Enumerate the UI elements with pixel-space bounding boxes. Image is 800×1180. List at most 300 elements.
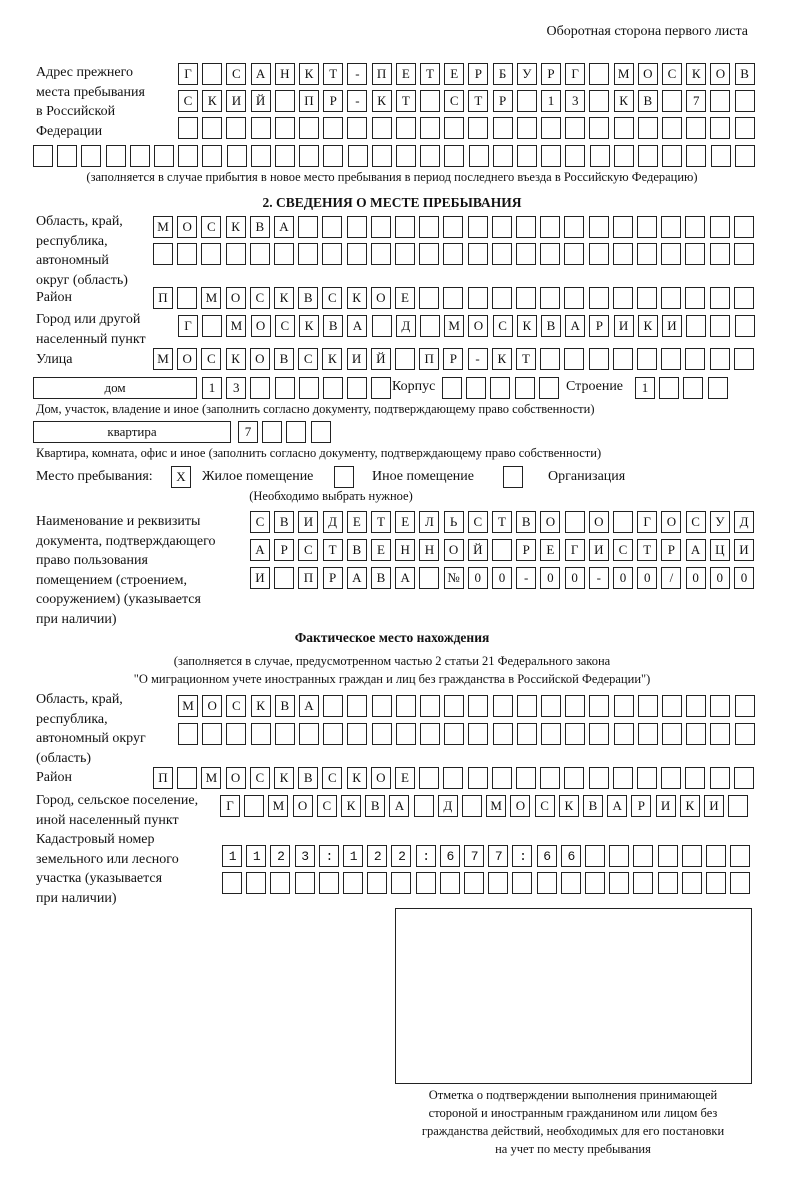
char-cell[interactable]: В <box>250 216 270 238</box>
char-cell[interactable] <box>589 695 609 717</box>
char-cell[interactable]: К <box>347 287 367 309</box>
char-cell[interactable] <box>250 243 270 265</box>
char-cell[interactable]: Р <box>589 315 609 337</box>
char-cell[interactable] <box>589 287 609 309</box>
char-cell[interactable] <box>609 872 629 894</box>
char-cell[interactable]: П <box>419 348 439 370</box>
char-cell[interactable]: К <box>251 695 271 717</box>
char-cell[interactable] <box>710 767 730 789</box>
char-cell[interactable] <box>440 872 460 894</box>
char-cell[interactable]: М <box>444 315 464 337</box>
char-cell[interactable]: Р <box>323 567 343 589</box>
char-cell[interactable] <box>443 216 463 238</box>
char-cell[interactable]: Е <box>395 511 415 533</box>
char-cell[interactable] <box>614 117 634 139</box>
char-cell[interactable] <box>589 216 609 238</box>
char-cell[interactable]: Е <box>347 511 367 533</box>
char-cell[interactable]: Д <box>438 795 458 817</box>
char-cell[interactable] <box>227 145 247 167</box>
char-cell[interactable]: Т <box>323 63 343 85</box>
char-cell[interactable] <box>493 145 513 167</box>
char-cell[interactable] <box>662 90 682 112</box>
char-cell[interactable]: О <box>589 511 609 533</box>
char-cell[interactable]: 0 <box>613 567 633 589</box>
char-cell[interactable] <box>685 767 705 789</box>
char-cell[interactable] <box>442 377 462 399</box>
char-cell[interactable] <box>367 872 387 894</box>
char-cell[interactable] <box>347 243 367 265</box>
char-cell[interactable] <box>468 695 488 717</box>
char-cell[interactable] <box>396 117 416 139</box>
char-cell[interactable]: О <box>177 216 197 238</box>
char-cell[interactable] <box>637 767 657 789</box>
char-cell[interactable] <box>540 216 560 238</box>
char-cell[interactable]: К <box>299 315 319 337</box>
char-cell[interactable]: - <box>347 63 367 85</box>
char-cell[interactable] <box>537 872 557 894</box>
char-cell[interactable]: В <box>274 511 294 533</box>
char-cell[interactable]: В <box>371 567 391 589</box>
char-cell[interactable]: Т <box>637 539 657 561</box>
char-cell[interactable] <box>662 145 682 167</box>
char-cell[interactable] <box>710 287 730 309</box>
char-cell[interactable]: И <box>662 315 682 337</box>
char-cell[interactable]: О <box>371 767 391 789</box>
char-cell[interactable]: Р <box>468 63 488 85</box>
char-cell[interactable]: 0 <box>468 567 488 589</box>
char-cell[interactable] <box>275 145 295 167</box>
char-cell[interactable]: Ц <box>710 539 730 561</box>
char-cell[interactable] <box>414 795 434 817</box>
char-cell[interactable] <box>637 216 657 238</box>
char-cell[interactable]: 0 <box>540 567 560 589</box>
char-cell[interactable] <box>589 90 609 112</box>
char-cell[interactable] <box>735 90 755 112</box>
char-cell[interactable] <box>589 243 609 265</box>
char-cell[interactable] <box>299 723 319 745</box>
char-cell[interactable]: С <box>250 511 270 533</box>
char-cell[interactable] <box>728 795 748 817</box>
char-cell[interactable]: С <box>686 511 706 533</box>
char-cell[interactable]: О <box>226 767 246 789</box>
char-cell[interactable]: К <box>517 315 537 337</box>
char-cell[interactable]: А <box>251 63 271 85</box>
char-cell[interactable]: И <box>614 315 634 337</box>
char-cell[interactable]: В <box>347 539 367 561</box>
char-cell[interactable]: - <box>468 348 488 370</box>
char-cell[interactable] <box>589 723 609 745</box>
char-cell[interactable]: В <box>541 315 561 337</box>
char-cell[interactable]: С <box>662 63 682 85</box>
char-cell[interactable] <box>33 145 53 167</box>
char-cell[interactable]: С <box>493 315 513 337</box>
char-cell[interactable] <box>468 287 488 309</box>
char-cell[interactable]: С <box>201 216 221 238</box>
char-cell[interactable]: 1 <box>541 90 561 112</box>
char-cell[interactable]: М <box>178 695 198 717</box>
char-cell[interactable]: О <box>638 63 658 85</box>
char-cell[interactable]: К <box>341 795 361 817</box>
char-cell[interactable]: М <box>153 216 173 238</box>
char-cell[interactable]: 0 <box>710 567 730 589</box>
char-cell[interactable] <box>251 723 271 745</box>
char-cell[interactable] <box>262 421 282 443</box>
char-cell[interactable]: О <box>710 63 730 85</box>
char-cell[interactable] <box>614 723 634 745</box>
char-cell[interactable] <box>201 243 221 265</box>
char-cell[interactable] <box>516 243 536 265</box>
char-cell[interactable] <box>637 348 657 370</box>
char-cell[interactable] <box>419 216 439 238</box>
char-cell[interactable] <box>275 117 295 139</box>
char-cell[interactable]: О <box>202 695 222 717</box>
char-cell[interactable] <box>372 117 392 139</box>
char-cell[interactable] <box>613 243 633 265</box>
char-cell[interactable]: В <box>298 287 318 309</box>
char-cell[interactable]: М <box>268 795 288 817</box>
char-cell[interactable]: О <box>250 348 270 370</box>
char-cell[interactable] <box>226 117 246 139</box>
char-cell[interactable] <box>299 117 319 139</box>
char-cell[interactable] <box>708 377 728 399</box>
char-cell[interactable]: Д <box>323 511 343 533</box>
char-cell[interactable]: В <box>323 315 343 337</box>
char-cell[interactable]: / <box>661 567 681 589</box>
char-cell[interactable] <box>735 117 755 139</box>
char-cell[interactable]: К <box>686 63 706 85</box>
char-cell[interactable]: Г <box>565 63 585 85</box>
char-cell[interactable] <box>372 695 392 717</box>
char-cell[interactable] <box>202 117 222 139</box>
char-cell[interactable] <box>564 287 584 309</box>
char-cell[interactable] <box>613 511 633 533</box>
char-cell[interactable] <box>682 845 702 867</box>
char-cell[interactable] <box>516 287 536 309</box>
char-cell[interactable] <box>706 845 726 867</box>
char-cell[interactable]: Т <box>468 90 488 112</box>
char-cell[interactable] <box>468 723 488 745</box>
char-cell[interactable] <box>347 117 367 139</box>
char-cell[interactable] <box>710 723 730 745</box>
char-cell[interactable] <box>178 723 198 745</box>
char-cell[interactable]: К <box>614 90 634 112</box>
char-cell[interactable]: Р <box>323 90 343 112</box>
char-cell[interactable] <box>202 315 222 337</box>
char-cell[interactable]: А <box>299 695 319 717</box>
char-cell[interactable] <box>275 377 295 399</box>
char-cell[interactable] <box>686 315 706 337</box>
char-cell[interactable] <box>492 287 512 309</box>
char-cell[interactable] <box>274 567 294 589</box>
char-cell[interactable] <box>323 377 343 399</box>
char-cell[interactable] <box>710 695 730 717</box>
char-cell[interactable]: В <box>735 63 755 85</box>
char-cell[interactable]: К <box>492 348 512 370</box>
char-cell[interactable] <box>638 723 658 745</box>
char-cell[interactable] <box>275 90 295 112</box>
char-cell[interactable] <box>638 145 658 167</box>
char-cell[interactable]: М <box>201 767 221 789</box>
char-cell[interactable] <box>561 872 581 894</box>
char-cell[interactable]: Т <box>420 63 440 85</box>
char-cell[interactable] <box>222 872 242 894</box>
char-cell[interactable]: П <box>153 767 173 789</box>
char-cell[interactable]: С <box>444 90 464 112</box>
char-cell[interactable]: К <box>274 287 294 309</box>
char-cell[interactable] <box>633 845 653 867</box>
char-cell[interactable]: М <box>614 63 634 85</box>
char-cell[interactable]: О <box>251 315 271 337</box>
char-cell[interactable] <box>395 243 415 265</box>
char-cell[interactable] <box>734 767 754 789</box>
char-cell[interactable] <box>637 287 657 309</box>
char-cell[interactable] <box>443 767 463 789</box>
char-cell[interactable]: К <box>226 348 246 370</box>
char-cell[interactable]: Р <box>274 539 294 561</box>
char-cell[interactable] <box>298 243 318 265</box>
char-cell[interactable] <box>492 767 512 789</box>
char-cell[interactable] <box>682 872 702 894</box>
char-cell[interactable]: - <box>589 567 609 589</box>
char-cell[interactable] <box>396 695 416 717</box>
char-cell[interactable] <box>589 63 609 85</box>
char-cell[interactable] <box>177 767 197 789</box>
char-cell[interactable] <box>419 567 439 589</box>
char-cell[interactable] <box>735 695 755 717</box>
char-cell[interactable]: С <box>226 695 246 717</box>
char-cell[interactable] <box>589 117 609 139</box>
char-cell[interactable] <box>178 117 198 139</box>
house-type-field[interactable]: дом <box>33 377 197 399</box>
char-cell[interactable]: Й <box>251 90 271 112</box>
char-cell[interactable] <box>81 145 101 167</box>
char-cell[interactable] <box>686 695 706 717</box>
char-cell[interactable]: № <box>444 567 464 589</box>
char-cell[interactable]: О <box>468 315 488 337</box>
char-cell[interactable] <box>391 872 411 894</box>
char-cell[interactable]: 3 <box>565 90 585 112</box>
char-cell[interactable]: И <box>347 348 367 370</box>
char-cell[interactable] <box>202 723 222 745</box>
char-cell[interactable] <box>322 243 342 265</box>
char-cell[interactable] <box>226 723 246 745</box>
char-cell[interactable] <box>541 117 561 139</box>
char-cell[interactable]: О <box>371 287 391 309</box>
char-cell[interactable]: С <box>613 539 633 561</box>
char-cell[interactable] <box>685 216 705 238</box>
char-cell[interactable]: Е <box>540 539 560 561</box>
char-cell[interactable]: 7 <box>238 421 258 443</box>
char-cell[interactable] <box>202 63 222 85</box>
char-cell[interactable]: Г <box>565 539 585 561</box>
char-cell[interactable] <box>347 377 367 399</box>
char-cell[interactable] <box>420 117 440 139</box>
char-cell[interactable]: В <box>516 511 536 533</box>
char-cell[interactable]: А <box>565 315 585 337</box>
char-cell[interactable] <box>493 117 513 139</box>
char-cell[interactable] <box>493 723 513 745</box>
char-cell[interactable]: Н <box>275 63 295 85</box>
char-cell[interactable] <box>662 695 682 717</box>
char-cell[interactable] <box>468 767 488 789</box>
char-cell[interactable] <box>371 243 391 265</box>
char-cell[interactable] <box>662 117 682 139</box>
char-cell[interactable]: А <box>395 567 415 589</box>
char-cell[interactable] <box>251 145 271 167</box>
char-cell[interactable] <box>658 845 678 867</box>
char-cell[interactable] <box>564 243 584 265</box>
char-cell[interactable]: 0 <box>637 567 657 589</box>
char-cell[interactable] <box>565 695 585 717</box>
char-cell[interactable]: Н <box>419 539 439 561</box>
char-cell[interactable] <box>202 145 222 167</box>
char-cell[interactable]: Е <box>396 63 416 85</box>
char-cell[interactable]: А <box>686 539 706 561</box>
char-cell[interactable] <box>348 145 368 167</box>
char-cell[interactable]: С <box>535 795 555 817</box>
char-cell[interactable]: Р <box>661 539 681 561</box>
char-cell[interactable] <box>153 243 173 265</box>
char-cell[interactable]: С <box>317 795 337 817</box>
char-cell[interactable] <box>323 145 343 167</box>
char-cell[interactable]: 3 <box>226 377 246 399</box>
char-cell[interactable]: С <box>298 348 318 370</box>
char-cell[interactable] <box>564 216 584 238</box>
char-cell[interactable] <box>420 315 440 337</box>
char-cell[interactable]: 1 <box>202 377 222 399</box>
char-cell[interactable] <box>710 315 730 337</box>
char-cell[interactable]: Р <box>443 348 463 370</box>
char-cell[interactable] <box>516 216 536 238</box>
char-cell[interactable] <box>633 872 653 894</box>
char-cell[interactable] <box>638 695 658 717</box>
char-cell[interactable] <box>490 377 510 399</box>
char-cell[interactable]: К <box>372 90 392 112</box>
char-cell[interactable]: Г <box>220 795 240 817</box>
char-cell[interactable]: С <box>322 767 342 789</box>
char-cell[interactable] <box>730 872 750 894</box>
char-cell[interactable] <box>443 243 463 265</box>
char-cell[interactable]: К <box>638 315 658 337</box>
char-cell[interactable] <box>488 872 508 894</box>
char-cell[interactable]: С <box>201 348 221 370</box>
char-cell[interactable] <box>613 216 633 238</box>
char-cell[interactable] <box>686 723 706 745</box>
char-cell[interactable] <box>444 723 464 745</box>
char-cell[interactable] <box>659 377 679 399</box>
char-cell[interactable] <box>686 145 706 167</box>
char-cell[interactable] <box>347 695 367 717</box>
char-cell[interactable] <box>299 145 319 167</box>
char-cell[interactable] <box>585 872 605 894</box>
char-cell[interactable]: - <box>347 90 367 112</box>
char-cell[interactable] <box>130 145 150 167</box>
char-cell[interactable]: В <box>274 348 294 370</box>
char-cell[interactable] <box>416 872 436 894</box>
char-cell[interactable] <box>516 767 536 789</box>
char-cell[interactable] <box>541 695 561 717</box>
char-cell[interactable] <box>734 216 754 238</box>
char-cell[interactable] <box>492 216 512 238</box>
char-cell[interactable] <box>419 243 439 265</box>
char-cell[interactable] <box>464 872 484 894</box>
char-cell[interactable] <box>685 243 705 265</box>
char-cell[interactable]: К <box>322 348 342 370</box>
char-cell[interactable] <box>468 117 488 139</box>
char-cell[interactable]: Ь <box>444 511 464 533</box>
char-cell[interactable] <box>730 845 750 867</box>
char-cell[interactable]: А <box>347 315 367 337</box>
char-cell[interactable]: Р <box>516 539 536 561</box>
char-cell[interactable] <box>710 117 730 139</box>
char-cell[interactable]: Л <box>419 511 439 533</box>
char-cell[interactable] <box>711 145 731 167</box>
char-cell[interactable] <box>492 243 512 265</box>
char-cell[interactable] <box>371 377 391 399</box>
char-cell[interactable] <box>609 845 629 867</box>
char-cell[interactable] <box>462 795 482 817</box>
char-cell[interactable]: О <box>226 287 246 309</box>
char-cell[interactable]: Т <box>371 511 391 533</box>
char-cell[interactable] <box>286 421 306 443</box>
char-cell[interactable]: П <box>299 90 319 112</box>
char-cell[interactable] <box>661 767 681 789</box>
char-cell[interactable] <box>177 287 197 309</box>
char-cell[interactable] <box>396 723 416 745</box>
char-cell[interactable] <box>395 348 415 370</box>
char-cell[interactable]: Д <box>734 511 754 533</box>
char-cell[interactable] <box>347 723 367 745</box>
char-cell[interactable]: 0 <box>734 567 754 589</box>
char-cell[interactable]: К <box>274 767 294 789</box>
char-cell[interactable] <box>419 767 439 789</box>
char-cell[interactable] <box>565 723 585 745</box>
char-cell[interactable] <box>251 117 271 139</box>
char-cell[interactable] <box>419 287 439 309</box>
char-cell[interactable] <box>178 145 198 167</box>
char-cell[interactable]: В <box>365 795 385 817</box>
char-cell[interactable] <box>661 216 681 238</box>
char-cell[interactable] <box>443 287 463 309</box>
char-cell[interactable] <box>685 348 705 370</box>
char-cell[interactable] <box>372 723 392 745</box>
char-cell[interactable]: И <box>298 511 318 533</box>
char-cell[interactable]: В <box>583 795 603 817</box>
char-cell[interactable]: О <box>540 511 560 533</box>
char-cell[interactable] <box>270 872 290 894</box>
char-cell[interactable] <box>177 243 197 265</box>
char-cell[interactable] <box>275 723 295 745</box>
char-cell[interactable] <box>710 243 730 265</box>
char-cell[interactable] <box>323 117 343 139</box>
char-cell[interactable] <box>420 695 440 717</box>
char-cell[interactable] <box>244 795 264 817</box>
char-cell[interactable]: У <box>710 511 730 533</box>
char-cell[interactable] <box>372 315 392 337</box>
char-cell[interactable]: С <box>322 287 342 309</box>
char-cell[interactable]: 0 <box>492 567 512 589</box>
char-cell[interactable]: К <box>202 90 222 112</box>
char-cell[interactable] <box>658 872 678 894</box>
char-cell[interactable] <box>517 695 537 717</box>
char-cell[interactable]: Й <box>468 539 488 561</box>
char-cell[interactable] <box>614 145 634 167</box>
char-cell[interactable]: И <box>226 90 246 112</box>
char-cell[interactable] <box>468 243 488 265</box>
char-cell[interactable]: И <box>589 539 609 561</box>
char-cell[interactable]: К <box>559 795 579 817</box>
char-cell[interactable] <box>347 216 367 238</box>
